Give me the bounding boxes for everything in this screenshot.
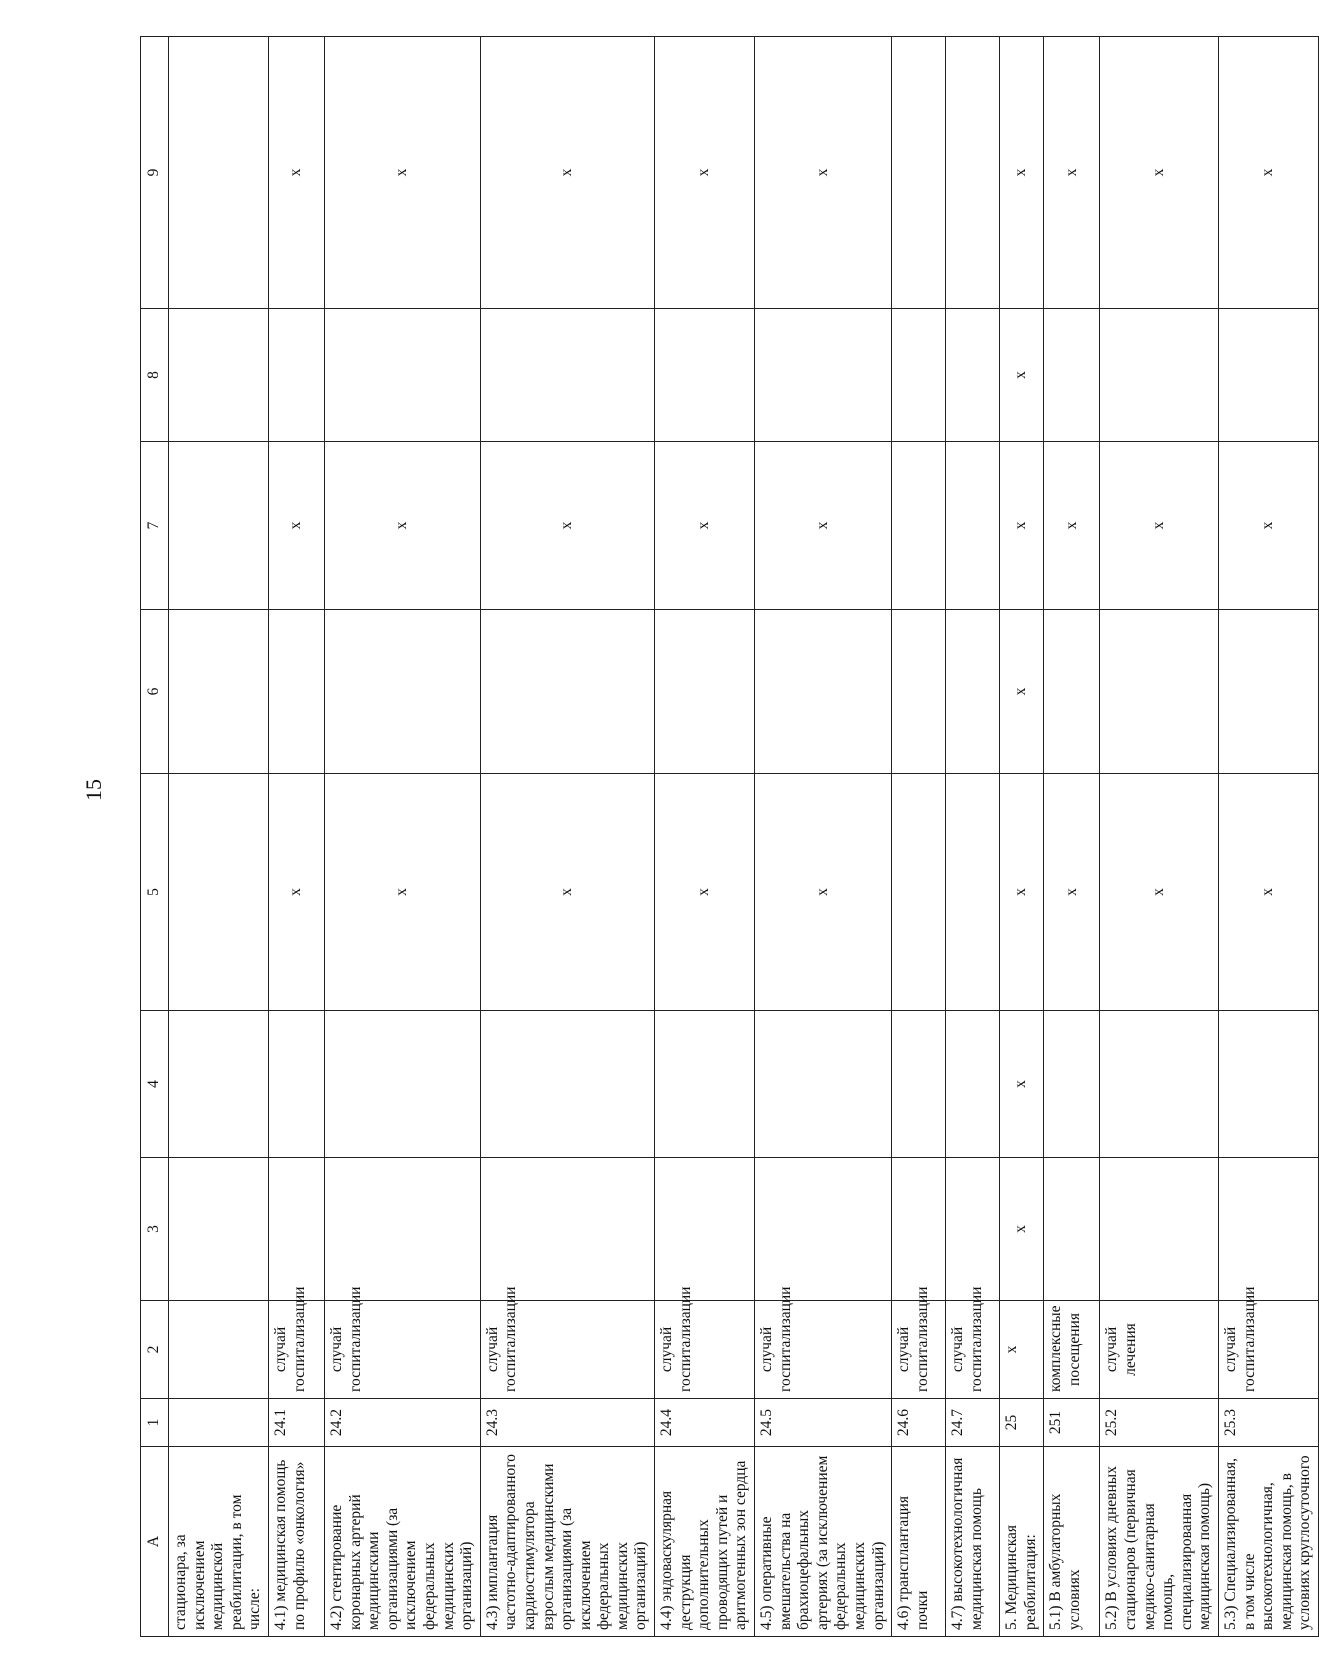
col9-cell: х — [655, 37, 755, 309]
row-code: 24.2 — [324, 1399, 480, 1447]
row-label: 5. Медицинская реабилитация: — [1000, 1447, 1044, 1637]
col9-cell: х — [480, 37, 654, 309]
row-code: 24.6 — [892, 1399, 946, 1447]
unit-cell: случай госпитализации — [1218, 1301, 1318, 1399]
col9-cell: х — [755, 37, 892, 309]
unit-cell — [169, 1301, 269, 1399]
col9-cell — [892, 37, 946, 309]
table-row — [1218, 37, 1318, 1637]
column-header: 2 — [141, 1301, 169, 1399]
col6-cell — [268, 610, 324, 774]
col4-cell — [268, 1011, 324, 1158]
unit-cell: случай госпитализации — [655, 1301, 755, 1399]
col8-cell — [169, 309, 269, 442]
col8-cell — [324, 309, 480, 442]
col5-cell — [169, 774, 269, 1011]
col7-cell — [169, 442, 269, 610]
unit-cell: случай госпитализации — [324, 1301, 480, 1399]
col6-cell — [946, 610, 1000, 774]
col9-cell: х — [1000, 37, 1044, 309]
row-label: стационара, за исключением медицинской реабилитации, в том числе: — [169, 1447, 269, 1637]
col3-cell: х — [1000, 1158, 1044, 1301]
col4-cell: х — [1000, 1011, 1044, 1158]
col3-cell — [1044, 1158, 1100, 1301]
col5-cell: х — [480, 774, 654, 1011]
col8-cell — [946, 309, 1000, 442]
column-header: 7 — [141, 442, 169, 610]
table-row — [655, 37, 755, 1637]
table-row — [1044, 37, 1100, 1637]
row-code: 24.3 — [480, 1399, 654, 1447]
col6-cell — [892, 610, 946, 774]
col7-cell: х — [1218, 442, 1318, 610]
col6-cell — [655, 610, 755, 774]
col6-cell: х — [1000, 610, 1044, 774]
row-code — [169, 1399, 269, 1447]
col4-cell — [1218, 1011, 1318, 1158]
col6-cell — [480, 610, 654, 774]
col8-cell — [655, 309, 755, 442]
col3-cell — [268, 1158, 324, 1301]
col7-cell: х — [268, 442, 324, 610]
col4-cell — [892, 1011, 946, 1158]
col3-cell — [1218, 1158, 1318, 1301]
col6-cell — [1044, 610, 1100, 774]
row-code: 25.2 — [1100, 1399, 1219, 1447]
unit-cell: случай госпитализации — [268, 1301, 324, 1399]
rotated-table-container — [140, 37, 1314, 1637]
data-table — [140, 36, 1319, 1637]
col6-cell — [169, 610, 269, 774]
table-row — [268, 37, 324, 1637]
col4-cell — [480, 1011, 654, 1158]
col9-cell: х — [324, 37, 480, 309]
col8-cell — [1100, 309, 1219, 442]
row-label: 4.3) имплантация частотно-адаптированного кардиостимулятора взрослым медицинскими организациями (за исключением федеральных медицинских организаций) — [480, 1447, 654, 1637]
column-header: 4 — [141, 1011, 169, 1158]
col7-cell: х — [1000, 442, 1044, 610]
col5-cell: х — [655, 774, 755, 1011]
row-code: 251 — [1044, 1399, 1100, 1447]
col9-cell — [169, 37, 269, 309]
column-header: 5 — [141, 774, 169, 1011]
col5-cell: х — [1218, 774, 1318, 1011]
col7-cell: х — [1100, 442, 1219, 610]
col5-cell: х — [1000, 774, 1044, 1011]
column-header: А — [141, 1447, 169, 1637]
col9-cell — [946, 37, 1000, 309]
col3-cell — [892, 1158, 946, 1301]
col5-cell — [892, 774, 946, 1011]
row-code: 25.3 — [1218, 1399, 1318, 1447]
row-label: 5.1) В амбулаторных условиях — [1044, 1447, 1100, 1637]
row-code: 24.4 — [655, 1399, 755, 1447]
col8-cell: х — [1000, 309, 1044, 442]
col7-cell — [946, 442, 1000, 610]
col7-cell: х — [324, 442, 480, 610]
col8-cell — [1218, 309, 1318, 442]
row-label: 5.3) Специализированная, в том числе высокотехнологичная, медицинская помощь, в условиях круглосуточного — [1218, 1447, 1318, 1637]
col8-cell — [892, 309, 946, 442]
row-code: 24.5 — [755, 1399, 892, 1447]
col3-cell — [480, 1158, 654, 1301]
col4-cell — [655, 1011, 755, 1158]
unit-cell: случай лечения — [1100, 1301, 1219, 1399]
row-label: 5.2) В условиях дневных стационаров (первичная медико-санитарная помощь, специализированная медицинская помощь) — [1100, 1447, 1219, 1637]
col8-cell — [268, 309, 324, 442]
row-label: 4.6) трансплантация почки — [892, 1447, 946, 1637]
col6-cell — [755, 610, 892, 774]
column-header: 3 — [141, 1158, 169, 1301]
col8-cell — [755, 309, 892, 442]
col9-cell: х — [268, 37, 324, 309]
col7-cell: х — [480, 442, 654, 610]
col9-cell: х — [1218, 37, 1318, 309]
col3-cell — [755, 1158, 892, 1301]
col4-cell — [755, 1011, 892, 1158]
table-row — [480, 37, 654, 1637]
row-code: 24.1 — [268, 1399, 324, 1447]
col8-cell — [480, 309, 654, 442]
col4-cell — [946, 1011, 1000, 1158]
col4-cell — [169, 1011, 269, 1158]
col5-cell: х — [755, 774, 892, 1011]
table-row — [324, 37, 480, 1637]
column-header: 8 — [141, 309, 169, 442]
row-code: 25 — [1000, 1399, 1044, 1447]
page-number: 15 — [81, 779, 106, 801]
unit-cell: случай госпитализации — [946, 1301, 1000, 1399]
unit-cell: комплексные посещения — [1044, 1301, 1100, 1399]
col8-cell — [1044, 309, 1100, 442]
unit-cell: случай госпитализации — [892, 1301, 946, 1399]
table-row — [946, 37, 1000, 1637]
table-row — [892, 37, 946, 1637]
col6-cell — [1100, 610, 1219, 774]
row-label: 4.1) медицинская помощь по профилю «онкология» — [268, 1447, 324, 1637]
row-label: 4.2) стентирование коронарных артерий медицинскими организациями (за исключением федеральных медицинских организаций) — [324, 1447, 480, 1637]
table-row — [1100, 37, 1219, 1637]
col9-cell: х — [1100, 37, 1219, 309]
col9-cell: х — [1044, 37, 1100, 309]
col4-cell — [1044, 1011, 1100, 1158]
unit-cell: случай госпитализации — [480, 1301, 654, 1399]
col7-cell — [892, 442, 946, 610]
col6-cell — [1218, 610, 1318, 774]
col5-cell: х — [1044, 774, 1100, 1011]
col7-cell: х — [655, 442, 755, 610]
col3-cell — [946, 1158, 1000, 1301]
column-header: 6 — [141, 610, 169, 774]
table-row — [1000, 37, 1044, 1637]
col5-cell: х — [268, 774, 324, 1011]
row-code: 24.7 — [946, 1399, 1000, 1447]
column-header: 1 — [141, 1399, 169, 1447]
column-header: 9 — [141, 37, 169, 309]
col4-cell — [1100, 1011, 1219, 1158]
col5-cell: х — [1100, 774, 1219, 1011]
col3-cell — [1100, 1158, 1219, 1301]
row-label: 4.4) эндоваскулярная деструкция дополнительных проводящих путей и аритмогенных зон сердца — [655, 1447, 755, 1637]
col4-cell — [324, 1011, 480, 1158]
table-row — [755, 37, 892, 1637]
col3-cell — [655, 1158, 755, 1301]
col5-cell: х — [324, 774, 480, 1011]
col7-cell: х — [755, 442, 892, 610]
col7-cell: х — [1044, 442, 1100, 610]
unit-cell: х — [1000, 1301, 1044, 1399]
col6-cell — [324, 610, 480, 774]
unit-cell: случай госпитализации — [755, 1301, 892, 1399]
table-row — [169, 37, 269, 1637]
col5-cell — [946, 774, 1000, 1011]
col3-cell — [324, 1158, 480, 1301]
row-label: 4.7) высокотехнологичная медицинская помощь — [946, 1447, 1000, 1637]
row-label: 4.5) оперативные вмешательства на брахиоцефальных артериях (за исключением федеральных медицинских организаций) — [755, 1447, 892, 1637]
col3-cell — [169, 1158, 269, 1301]
